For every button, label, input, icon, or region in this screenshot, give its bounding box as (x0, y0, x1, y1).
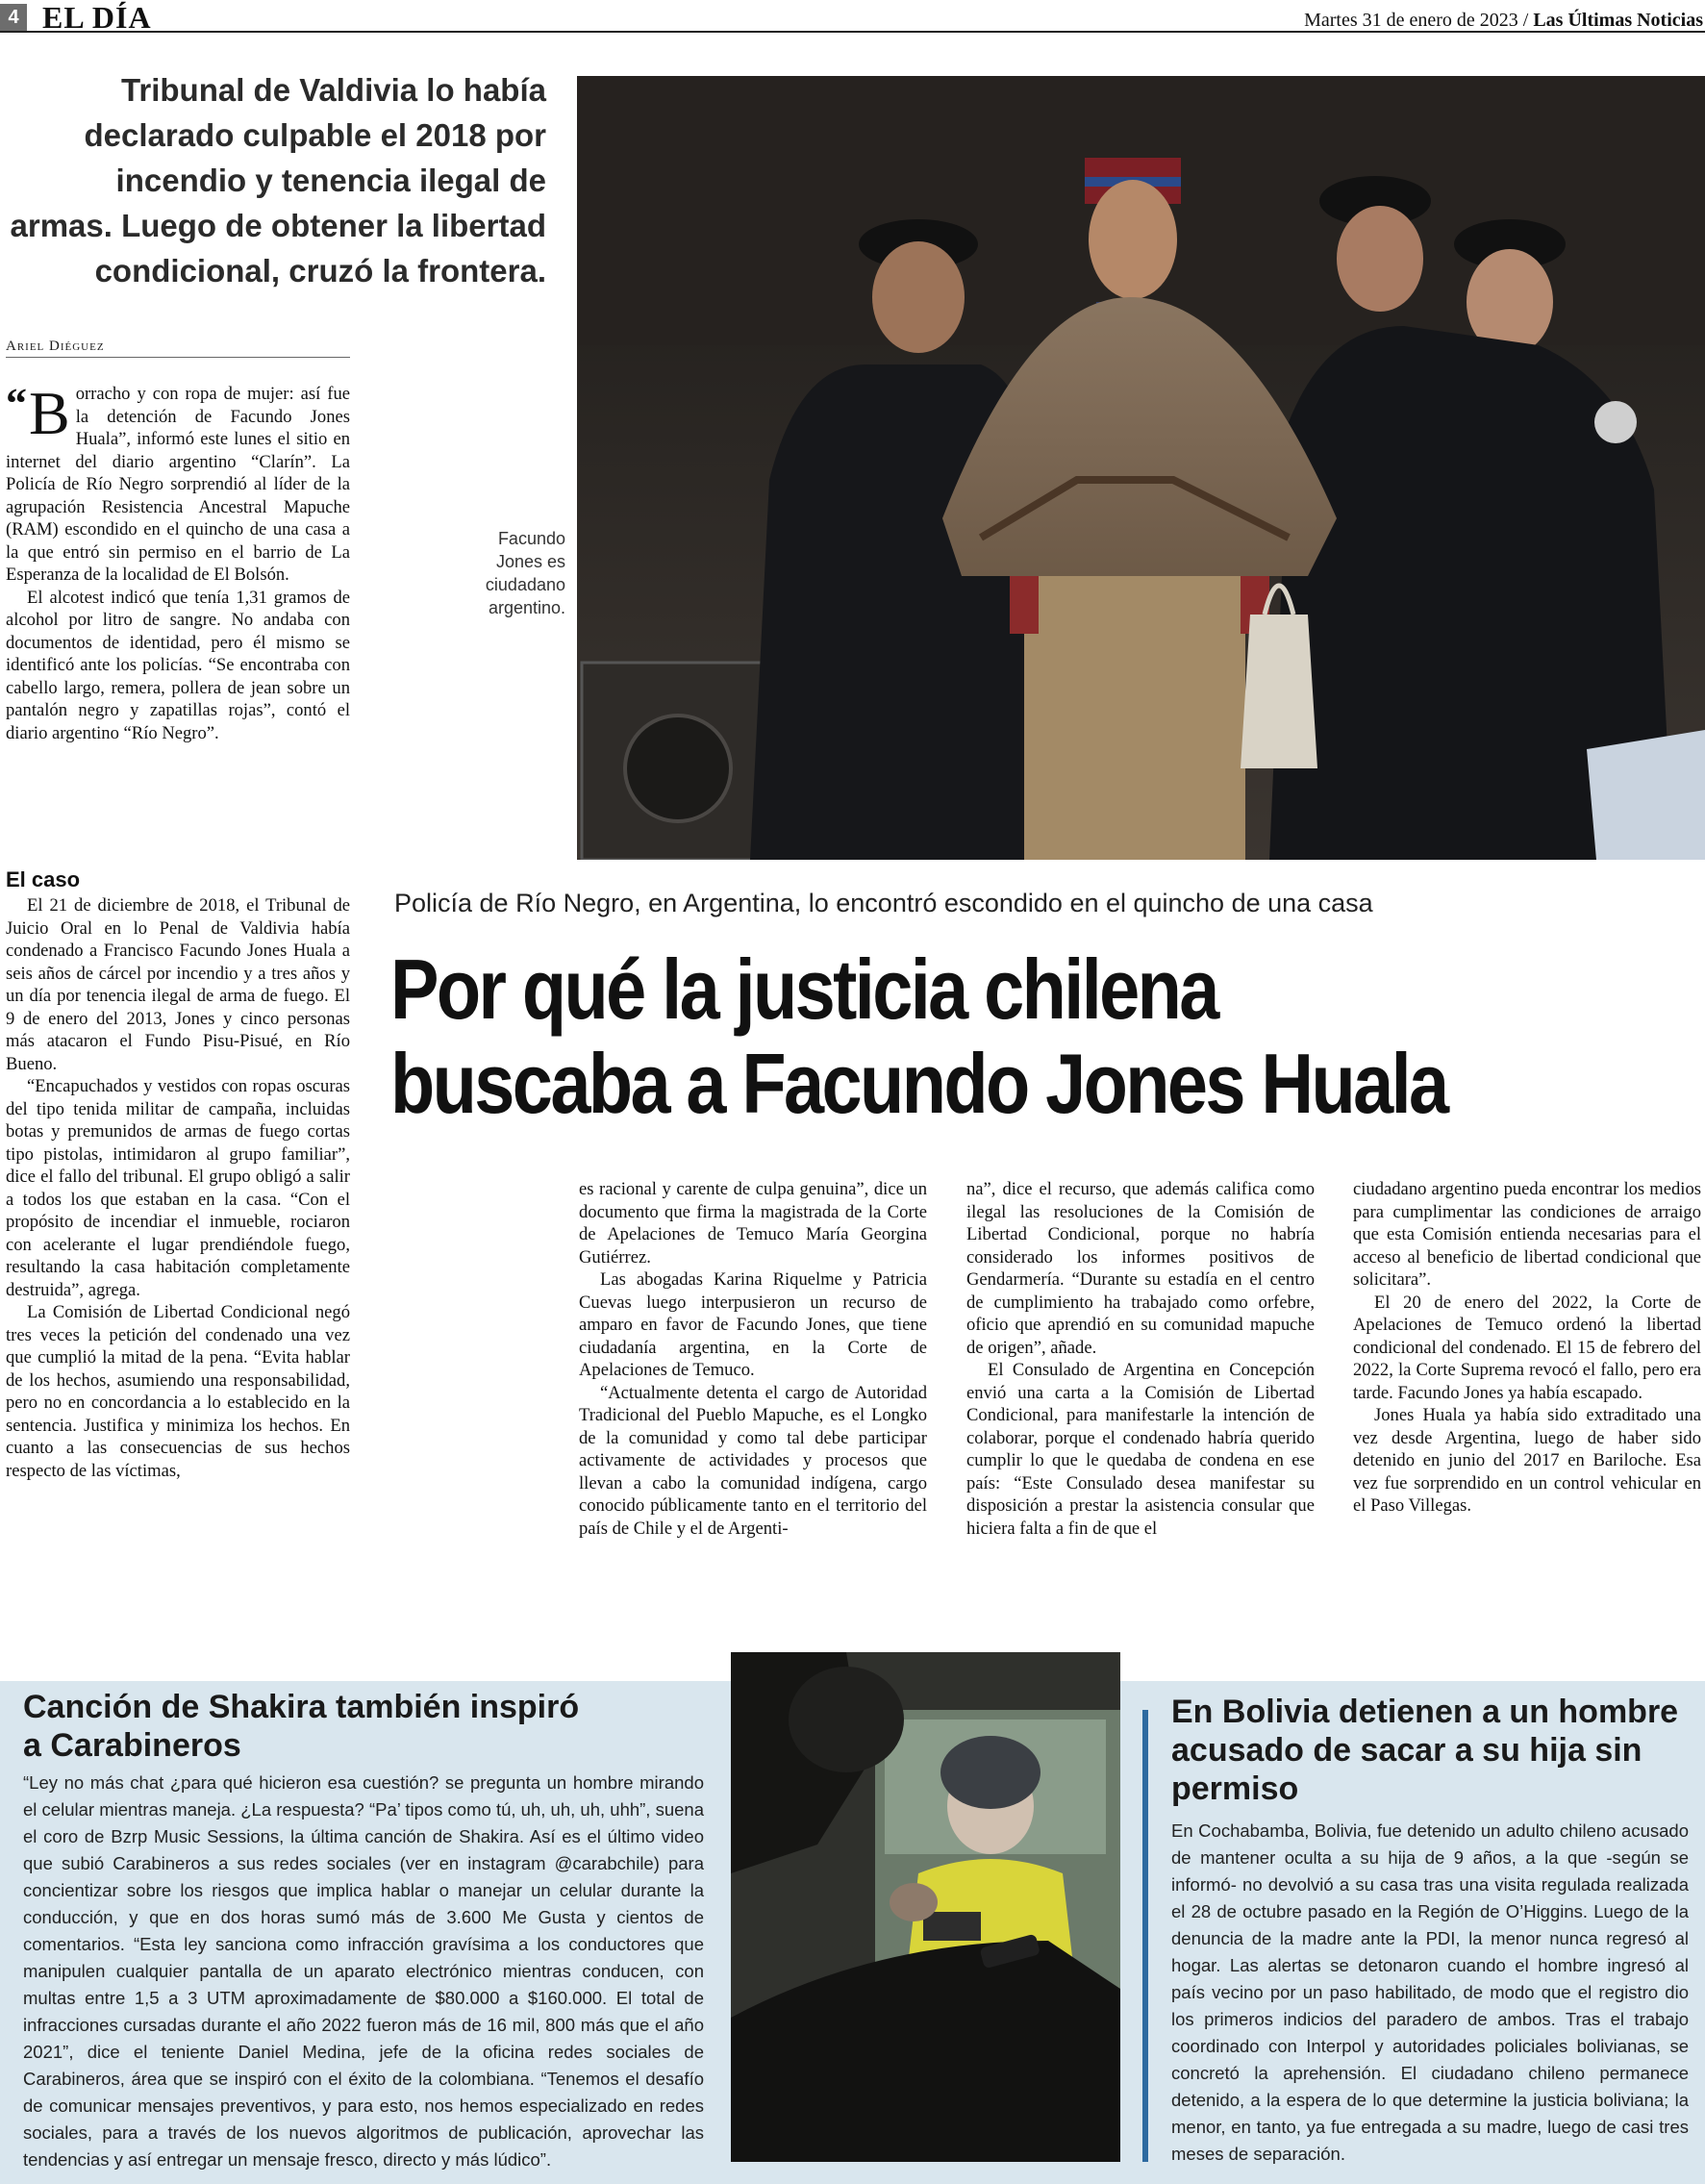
dateline (1304, 10, 1703, 32)
article-deck: Tribunal de Valdivia lo había declarado culpable el 2018 por incendio y tenencia ilegal de armas. Luego de obtener la libertad condicional, cruzó la frontera. (10, 72, 546, 289)
article-paragraph: es racional y carente de culpa genuina”, dice un documento que firma la magistrada de la Corte de Apelaciones de Temuco María Georgina Gutiérrez. (579, 1179, 927, 1268)
article-paragraph: La Comisión de Libertad Condicional negó tres veces la petición del condenado una vez que cumplió la mitad de la pena. “Evita hablar de los hechos, asumiendo una responsabilidad, pero no en concordancia a lo establecido en la sentencia. Justifica y minimiza los hechos. En cuanto a las consecuencias de sus hechos respecto de las víctimas, (6, 1302, 350, 1481)
accent-bar (1142, 1710, 1148, 2162)
headline-line-2: buscaba a Facundo Jones Huala (390, 1036, 1447, 1131)
byline: Ariel Diéguez (6, 339, 350, 358)
article-paragraph: Jones Huala ya había sido extraditado una vez desde Argentina, luego de haber sido detenido en junio del 2017 en Bariloche. Esa vez fue sorprendido en un control vehicular en el Paso Villegas. (1353, 1405, 1701, 1516)
issue-date: Martes 31 de enero de 2023 / (1304, 10, 1529, 31)
article-paragraph: El Consulado de Argentina en Concepción envió una carta a la Comisión de Libertad Condicional, para manifestarle la intención de colaborar, porque el condenado habría querido cumplir lo que le quedaba de condena en ese país: “Este Consulado desea manifestar su disposición a prestar la asistencia consular que hiciera falta a fin de que el (966, 1360, 1315, 1539)
police-traffic-stop-illustration (731, 1652, 1120, 2162)
carabineros-photo (731, 1652, 1120, 2162)
article-column-3 (966, 1178, 1315, 1540)
bolivia-box-text: En Cochabamba, Bolivia, fue detenido un adulto chileno acusado de mantener oculta a su hija de 9 años, a la que -según se informó- no devolvió a su casa tras una visita regulada realizada el 28 de octubre pasado en la Región de O’Higgins. Luego de la denuncia de la madre ante la PDI, la menor nunca regresó al hogar. Las alertas se detonaron cuando el hombre ingresó al país vecino por un paso habilitado, de modo que el registro dio los primeros indicios del paradero de ambos. Tras el trabajo coordinado con Interpol y autoridades policiales bolivianas, se concretó la aprehensión. El ciudadano chileno permanece detenido, a la espera de lo que determine la justicia boliviana; la menor, en tanto, ya fue entregada a su madre, luego de casi tres meses de separación. (1171, 1820, 1689, 2164)
publication-name: Las Últimas Noticias (1533, 10, 1703, 31)
article-paragraph: ciudadano argentino pueda encontrar los medios para cumplimentar las condiciones de arraigo que esta Comisión entienda necesarias para el acceso al beneficio de libertad condicional que solicitara”. (1353, 1179, 1701, 1290)
headline-kicker: Policía de Río Negro, en Argentina, lo encontró escondido en el quincho de una casa (394, 889, 1373, 917)
opening-quote-mark: “ (6, 380, 27, 427)
article-column-4 (1353, 1178, 1701, 1518)
shakira-box-text: “Ley no más chat ¿para qué hicieron esa cuestión? se pregunta un hombre mirando el celular mientras maneja. ¿La respuesta? “Pa’ tipos como tú, uh, uh, uh, uhh”, suena el coro de Bzrp Music Sessions, la última canción de Shakira. Así es el último video que subió Carabineros a sus redes sociales (ver en instagram @carabchile) para concientizar sobre los riesgos que implica hablar o manejar un celular durante la conducción, y que en dos horas sumó más de 3.600 Me Gusta y cientos de comentarios. “Esta ley sanciona como infracción gravísima a los conductores que manipulen cualquier pantalla de un aparato electrónico mientras conducen, con multas entre 1,5 a 3 UTM aproximadamente de $80.000 a $160.000. El total de infracciones cursadas durante el año 2022 fueron más de 16 mil, 800 más que el año 2021”, dice el teniente Daniel Medina, jefe de la oficina redes sociales de Carabineros, área que se inspiró con el éxito de la colombiana. “Tenemos el desafío de comunicar mensajes preventivos, y para esto, nos hemos especializado en redes sociales, para a través de los nuevos algoritmos de publicación, aprovechar las tendencias y así entregar un mensaje fresco, directo y más lúdico”. (23, 1772, 704, 2170)
article-column-1-continued (6, 867, 350, 1482)
article-paragraph: Las abogadas Karina Riquelme y Patricia Cuevas luego interpusieron un recurso de amparo en favor de Facundo Jones, que tiene ciudadanía argentina, en la Corte de Apelaciones de Temuco. (579, 1269, 927, 1380)
paragraph-text: orracho y con ropa de mujer: así fue la detención de Facundo Jones Huala”, informó este lunes el sitio en internet del diario argentino “Clarín”. La Policía de Río Negro sorprendió al líder de la agrupación Resistencia Ancestral Mapuche (RAM) escondido en el quincho de una casa a la que entró sin permiso en el barrio de La Esperanza de la localidad de El Bolsón. (6, 384, 350, 585)
page-header (0, 0, 1705, 33)
article-paragraph (6, 379, 350, 587)
article-paragraph: El 21 de diciembre de 2018, el Tribunal de Juicio Oral en lo Penal de Valdivia había condenado a Francisco Facundo Jones Huala a seis años de cárcel por incendio y a tres años y un día por tenencia ilegal de arma de fuego. El 9 de enero del 2013, Jones y cinco personas más atacaron el Fundo Pisu-Pisué, en Río Bueno. (6, 895, 350, 1074)
article-paragraph: El alcotest indicó que tenía 1,31 gramos de alcohol por litro de sangre. No andaba con documentos de identidad, pero él mismo se identificó ante los policías. “Se encontraba con cabello largo, remera, pollera de jean sobre un pantalón negro y zapatillas rojas”, contó el diario argentino “Río Negro”. (6, 587, 350, 743)
headline-line-1: Por qué la justicia chilena (390, 941, 1217, 1037)
article-paragraph: “Actualmente detenta el cargo de Autoridad Tradicional del Pueblo Mapuche, es el Longko de la comunidad y como tal debe participar activamente de actividades y procesos que llevan a cabo la comunidad indígena, cargo conocido públicamente tanto en el territorio del país de Chile y el de Argenti- (579, 1382, 927, 1539)
shakira-box-title: Canción de Shakira también inspiró a Carabineros (23, 1689, 580, 1764)
article-paragraph: El 20 de enero del 2022, la Corte de Apelaciones de Temuco ordenó la libertad condicional del condenado. El 15 de febrero del 2022, la Corte Suprema revocó el fallo, pero era tarde. Facundo Jones ya había escapado. (1353, 1292, 1701, 1403)
photo-caption: Facundo Jones es ciudadano argentino. (485, 529, 565, 617)
bolivia-box-title: En Bolivia detienen a un hombre acusado de sacar a su hija sin permiso (1171, 1694, 1679, 1807)
article-paragraph: “Encapuchados y vestidos con ropas oscuras del tipo tenida militar de campaña, incluidas botas y premunidos de armas de fuego cortas tipo pistolas, intimidaron al grupo familiar”, dice el fallo del tribunal. El grupo obligó a salir a todos los que estaban en la casa. “Con el propósito de incendiar el inmueble, rociaron con acelerante el lugar prendiéndole fuego, resultando la casa habitación completamente destruida”, agrega. (6, 1076, 350, 1300)
article-paragraph: na”, dice el recurso, que además califica como ilegal las resoluciones de la Comisión de Libertad Condicional, porque no habría considerado los informes positivos de Gendarmería. “Durante su estadía en el centro de cumplimiento ha trabajado como orfebre, oficio que aprendió en su comunidad mapuche de origen”, añade. (966, 1179, 1315, 1358)
page-number: 4 (0, 4, 27, 31)
drop-cap: B (29, 379, 70, 447)
main-photo (577, 76, 1705, 860)
section-name: EL DÍA (42, 0, 152, 35)
headline (390, 942, 1516, 1131)
subheading: El caso (6, 867, 81, 891)
arrest-scene-illustration (577, 76, 1705, 860)
article-column-1 (6, 379, 350, 744)
article-column-2 (579, 1178, 927, 1540)
